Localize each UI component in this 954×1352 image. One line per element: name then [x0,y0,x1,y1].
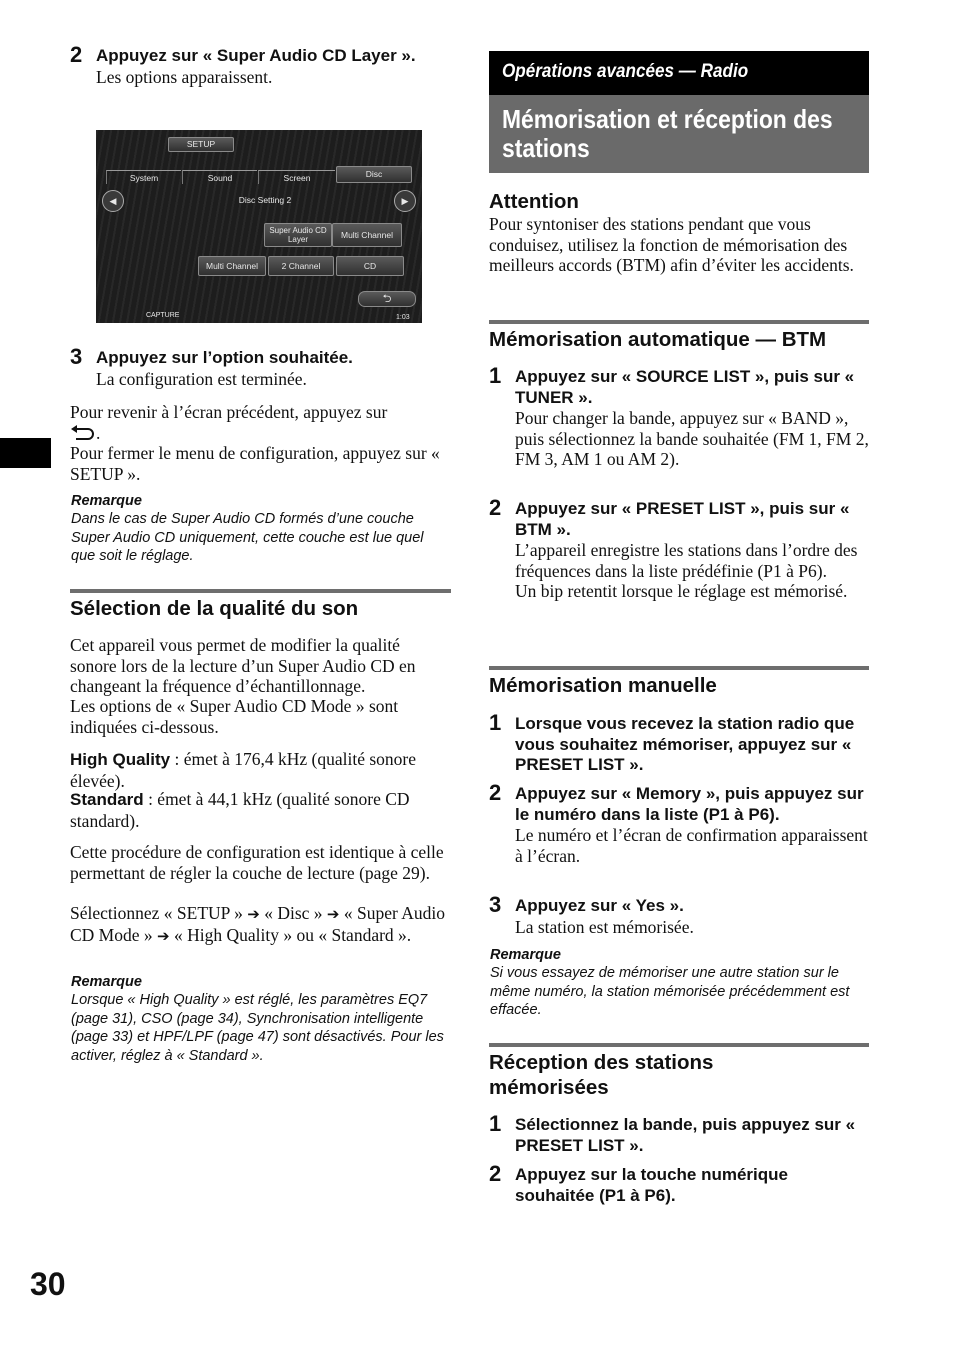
clock: 1:03 [396,314,410,321]
path-quality: « High Quality » ou « Standard ». [173,924,412,945]
manual-title: Mémorisation manuelle [489,674,717,697]
step-3 [70,344,450,389]
section-tab-marker [0,438,51,468]
step-subtext: Un bip retentit lorsque le réglage est mémorisé. [515,581,848,601]
section-rule [489,1043,869,1047]
selection-path [70,903,450,946]
reception-step-1 [489,1111,869,1156]
capture-label: CAPTURE [146,312,180,319]
step-text: Appuyez sur « Super Audio CD Layer ». [96,46,416,65]
step-text: Appuyez sur l’option souhaitée. [96,348,353,367]
tab-sound: Sound [182,170,257,184]
paragraph-close: Pour fermer le menu de configuration, appuyez sur « SETUP ». [70,443,440,484]
remark-body: Si vous essayez de mémoriser une autre station sur le même numéro, la station mémorisée précédemment est effacée. [490,965,850,1018]
step-text: Appuyez sur « Yes ». [515,896,684,915]
btm-step-1 [489,363,869,470]
remark-title: Remarque [71,493,142,509]
step-number: 3 [70,344,83,369]
prev-arrow-icon: ◀ [102,190,124,212]
arrow-icon: ➔ [326,905,340,923]
step-subtext: La configuration est terminée. [96,368,307,389]
remark-body: Lorsque « High Quality » est réglé, les paramètres EQ7 (page 31), CSO (page 34), Synchronisation intelligente (page 33) et HPF/LPF (page 47) sont désactivés. Pour les activer, réglez à « Standard ». [71,992,444,1064]
step-number: 1 [489,363,502,388]
high-quality-item [70,749,450,791]
remark-title: Remarque [71,974,142,990]
attention-title: Attention [489,190,579,213]
standard-label: Standard [70,790,144,809]
manual-step-1 [489,710,869,776]
step-subtext: Le numéro et l’écran de confirmation apparaissent à l’écran. [515,825,868,866]
section-title: Sélection de la qualité du son [70,597,359,620]
standard-item [70,789,450,831]
arrow-icon: ➔ [247,905,260,923]
arrow-icon: ➔ [157,926,170,945]
option-cd: CD [336,256,404,276]
standard-text: : émet à 44,1 kHz (qualité sonore CD standard). [70,789,410,831]
path-setup: Sélectionnez « SETUP » [70,903,243,923]
back-text-end: . [96,422,101,443]
paragraph-back [70,402,450,443]
option-multi-channel: Multi Channel [198,256,266,276]
step-number: 2 [70,42,83,67]
page-title-banner [489,95,869,173]
step-text: Appuyez sur « Memory », puis appuyez sur le numéro dans la liste (P1 à P6). [515,784,864,824]
step-2 [70,42,450,87]
manual-step-3 [489,892,869,937]
path-disc: « Disc » [264,903,323,923]
return-icon [70,425,96,441]
page-title: Mémorisation et réception des stations [502,104,833,163]
paragraph-procedure: Cette procédure de configuration est identique à celle permettant de régler la couche de lecture (page 29). [70,842,444,883]
step-subtext: La station est mémorisée. [515,916,694,937]
tab-screen: Screen [258,170,335,184]
step-number: 1 [489,1111,502,1136]
btm-title: Mémorisation automatique — BTM [489,328,827,351]
step-subtext: Pour changer la bande, appuyez sur « BAND », puis sélectionnez la bande souhaitée (FM 1, FM 2, FM 3, AM 1 ou AM 2). [515,408,869,469]
chapter-title: Opérations avancées — Radio [502,61,749,82]
step-number: 2 [489,495,502,520]
tab-disc: Disc [336,166,412,183]
btm-step-2 [489,495,869,602]
attention-body: Pour syntoniser des stations pendant que vous conduisez, utilisez la fonction de mémorisation des meilleurs accords (BTM) afin d’éviter les accidents. [489,214,854,275]
reception-step-2 [489,1161,869,1206]
layer-label: Super Audio CD Layer [264,223,332,247]
step-number: 1 [489,710,502,735]
back-text: Pour revenir à l’écran précédent, appuyez sur [70,402,388,422]
step-text: Appuyez sur « SOURCE LIST », puis sur « TUNER ». [515,367,855,407]
disc-setting-title: Disc Setting 2 [238,195,292,205]
path-mode: « Super Audio CD Mode » [70,903,445,945]
option-2-channel: 2 Channel [268,256,334,276]
remark-body: Dans le cas de Super Audio CD formés d’une couche Super Audio CD uniquement, cette couche est lue quel que soit le réglage. [71,511,424,564]
step-number: 3 [489,892,502,917]
page-number: 30 [30,1266,66,1302]
step-text: Appuyez sur la touche numérique souhaitée (P1 à P6). [515,1165,788,1205]
chapter-banner [489,51,869,95]
setup-button: SETUP [168,137,234,152]
step-text: Lorsque vous recevez la station radio que vous souhaitez mémoriser, appuyez sur « PRESET LIST ». [515,714,855,774]
back-icon: ⮌ [358,291,416,307]
next-arrow-icon: ▶ [394,190,416,212]
setup-screenshot [96,130,422,323]
step-number: 2 [489,1161,502,1186]
section-rule [489,320,869,324]
tab-system: System [106,170,181,184]
step-text: Sélectionnez la bande, puis appuyez sur « PRESET LIST ». [515,1115,856,1155]
step-text: Appuyez sur « PRESET LIST », puis sur « BTM ». [515,499,850,539]
section-rule [70,589,451,593]
manual-step-2 [489,780,869,866]
step-subtext: L’appareil enregistre les stations dans l’ordre des fréquences dans la liste prédéfinie (P1 à P6). [515,540,858,581]
high-quality-label: High Quality [70,750,171,769]
layer-value: Multi Channel [332,223,402,247]
high-quality-text: : émet à 176,4 kHz (qualité sonore élevée). [70,749,417,791]
reception-title: Réception des stations mémorisées [489,1051,714,1099]
paragraph-options: Les options de « Super Audio CD Mode » sont indiquées ci-dessous. [70,696,399,737]
step-number: 2 [489,780,502,805]
step-subtext: Les options apparaissent. [96,66,273,87]
section-rule [489,666,869,670]
paragraph-intro: Cet appareil vous permet de modifier la qualité sonore lors de la lecture d’un Super Audio CD en changeant la fréquence d’échantillonnage. [70,635,416,696]
remark-title: Remarque [490,947,561,963]
